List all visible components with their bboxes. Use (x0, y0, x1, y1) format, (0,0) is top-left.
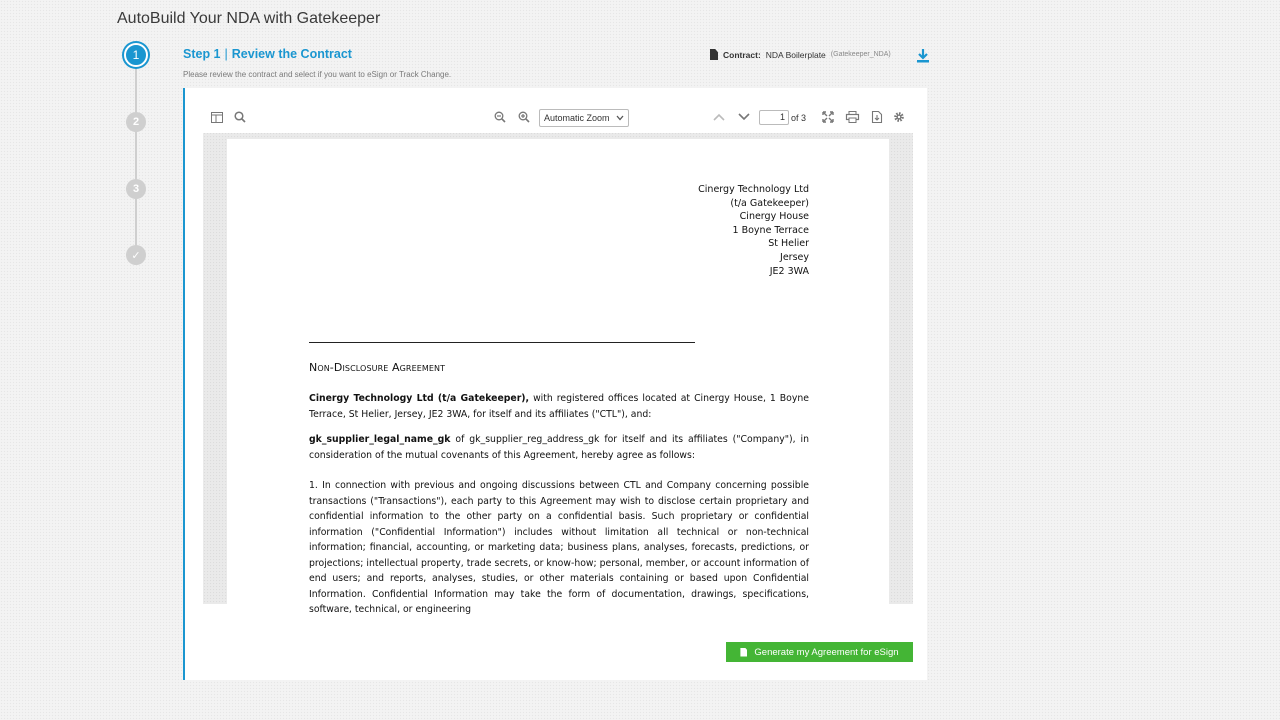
page-title: AutoBuild Your NDA with Gatekeeper (117, 10, 381, 27)
sidebar-toggle-icon[interactable] (210, 110, 224, 124)
zoom-select-value: Automatic Zoom (544, 113, 610, 123)
pdf-viewer (203, 102, 913, 615)
settings-gear-icon[interactable] (892, 110, 906, 124)
paragraph-party-ctl (309, 391, 809, 422)
document-page (227, 139, 889, 615)
review-panel (183, 88, 927, 680)
document-icon (740, 648, 747, 657)
step-separator: | (224, 47, 228, 61)
zoom-in-icon[interactable] (517, 110, 531, 124)
contract-label: Contract: (723, 49, 761, 60)
presentation-mode-icon[interactable] (821, 110, 835, 124)
zoom-out-icon[interactable] (493, 110, 507, 124)
search-icon[interactable] (233, 110, 247, 124)
next-page-icon[interactable] (737, 110, 751, 124)
address-block (698, 183, 809, 278)
party-ctl-text: with registered offices located at Cinergy House, 1 Boyne Terrace, St Helier, Jersey, JE2 3WA, for itself and its affiliates ("CTL"), and: (309, 393, 809, 420)
viewer-toolbar (203, 102, 913, 133)
step-title: Review the Contract (231, 47, 352, 61)
step-2-indicator[interactable]: 2 (126, 112, 146, 132)
chevron-down-icon (616, 115, 624, 121)
document-title: Non-Disclosure Agreement (309, 361, 446, 374)
party-company-text: of gk_supplier_reg_address_gk for itself and its affiliates ("Company"), in consideration of the mutual covenants of this Agreement, hereby agree as follows: (309, 434, 809, 461)
step-number: Step 1 (183, 47, 221, 61)
generate-esign-button[interactable] (726, 642, 913, 662)
address-line: JE2 3WA (769, 265, 809, 277)
download-icon[interactable] (916, 48, 930, 64)
party-ctl-name: Cinergy Technology Ltd (t/a Gatekeeper), (309, 393, 530, 404)
step-complete-indicator[interactable] (126, 245, 146, 265)
address-line: Cinergy House (739, 211, 809, 223)
contract-name: NDA Boilerplate (765, 49, 826, 60)
address-line: (t/a Gatekeeper) (730, 197, 809, 209)
party-company-name: gk_supplier_legal_name_gk (309, 434, 451, 445)
step-3-indicator[interactable]: 3 (126, 179, 146, 199)
page-count-label: of 3 (791, 113, 807, 123)
address-line: Jersey (780, 251, 809, 263)
zoom-select[interactable] (539, 109, 629, 127)
check-icon: ✓ (131, 249, 141, 262)
contract-code: (Gatekeeper_NDA) (830, 51, 891, 58)
download-document-icon[interactable] (870, 110, 884, 124)
horizontal-rule (309, 342, 695, 343)
stepper-line (135, 64, 137, 254)
step-1-indicator[interactable]: 1 (124, 43, 148, 67)
address-line: Cinergy Technology Ltd (698, 184, 809, 195)
address-line: St Helier (768, 238, 809, 250)
previous-page-icon[interactable] (712, 110, 726, 124)
file-icon (710, 49, 718, 60)
paragraph-party-company (309, 432, 809, 463)
address-line: 1 Boyne Terrace (732, 224, 809, 236)
step-header (183, 47, 352, 61)
contract-info (710, 49, 891, 60)
print-icon[interactable] (845, 110, 859, 124)
step-subtitle: Please review the contract and select if you want to eSign or Track Change. (183, 70, 452, 79)
esign-button-label: Generate my Agreement for eSign (754, 646, 899, 658)
paragraph-clause-1: 1. In connection with previous and ongoing discussions between CTL and Company concerning possible transactions ("Transactions"), each party to this Agreement may wish to disclose certain proprietary and confidential information to the other party on a confidential basis. Such proprietary or confidential information ("Confidential Information") includes without limitation all technical or non-technical information; financial, accounting, or marketing data; business plans, analyses, forecasts, predictions, or projections; intellectual property, trade secrets, or know-how; personal, member, or account information of end users; and reports, analyses, studies, or other materials containing or based upon Confidential Information. Confidential Information may take the form of documentation, drawings, specifications, software, technical, or engineering (309, 480, 809, 615)
page-number-input[interactable]: 1 (759, 110, 789, 125)
